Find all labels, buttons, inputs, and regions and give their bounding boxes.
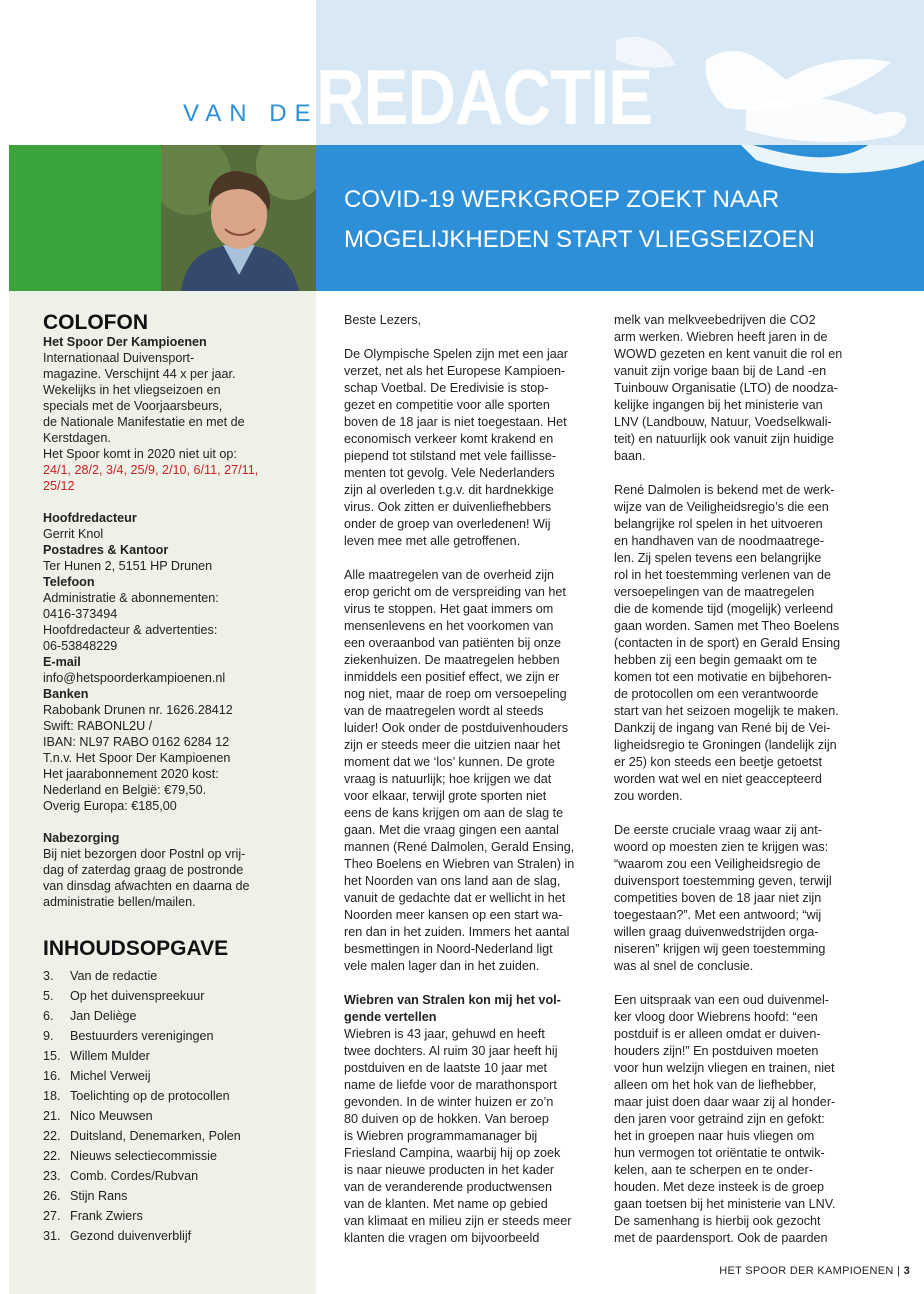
bank-line: Nederland en België: €79,50. [43, 783, 207, 797]
article-headline [344, 180, 904, 260]
tel-admin-label: Administratie & abonnementen: [43, 591, 219, 605]
toc-item[interactable] [43, 1086, 241, 1106]
postadres: Ter Hunen 2, 5151 HP Drunen [43, 559, 213, 573]
toc-item[interactable] [43, 1046, 241, 1066]
article-paragraph: De eerste cruciale vraag waar zij ant- woord op moesten zien te krijgen was: “waarom zou een Veiligheidsregio de duivensport toestemming geven, terwijl competities boven de 18 jaar niet zijn toegestaan?”. Met een antwoord; “wij willen graag duivenwedstrijden orga- niseren” krijgen wij geen toestemming was al snel de conclusie. [614, 823, 832, 973]
toc-title-text: Van de redactie [70, 969, 158, 983]
bank-line: Overig Europa: €185,00 [43, 799, 177, 813]
colofon-desc-line: Internationaal Duivensport- [43, 351, 195, 365]
toc-page: 16. [43, 1069, 61, 1083]
toc-page: 31. [43, 1229, 61, 1243]
toc-title-text: Stijn Rans [70, 1189, 128, 1203]
hoofdredacteur-name: Gerrit Knol [43, 527, 104, 541]
article-column-1 [344, 312, 600, 1264]
toc-item[interactable] [43, 1166, 241, 1186]
toc-title-text: Michel Verweij [70, 1069, 151, 1083]
bank-line: IBAN: NL97 RABO 0162 6284 12 [43, 735, 230, 749]
toc-page: 26. [43, 1189, 61, 1203]
toc-page: 22. [43, 1129, 61, 1143]
toc-title: INHOUDSOPGAVE [43, 937, 229, 960]
article-paragraph: Alle maatregelen van de overheid zijn erop gericht om de verspreiding van het virus te stoppen. Het gaat immers om mensenlevens en het voorkomen van een overaanbod van patiënten bij onze ziekenhuizen. De maatregelen hebben inmiddels een positief effect, we zijn er nog niet, maar de roep om versoepeling van de maatregelen wordt al steeds luider! Ook onder de postduivenhouders zijn er steeds meer die uitzien naar het moment dat we ‘los’ kunnen. De grote vraag is natuurlijk; hoe krijgen we dat voor elkaar, terwijl grote sporten niet eens de kans krijgen om aan de slag te gaan. Met die vraag gingen een aantal mannen (René Dalmolen, Gerald Ensing, Theo Boelens en Wiebren van Stralen) in het Noorden van ons land aan de slag, vanuit de gedachte dat er wellicht in het Noorden meer kansen op een start wa- ren dan in het zuiden. Immers het aantal besmettingen in Noord-Nederland ligt vele malen lager dan in het zuiden. [344, 568, 575, 973]
toc-page: 6. [43, 1009, 54, 1023]
bank-line: Het jaarabonnement 2020 kost: [43, 767, 219, 781]
magazine-name: Het Spoor Der Kampioenen [43, 335, 207, 349]
toc-item[interactable] [43, 1066, 241, 1086]
toc-item[interactable] [43, 1126, 241, 1146]
article-paragraph: De Olympische Spelen zijn met een jaar verzet, net als het Europese Kampioen- schap Voetbal. De Eredivisie is stop- gezet en competitie voor alle sporten boven de 18 jaar is niet toegestaan. Het economisch verkeer komt krakend en piepend tot stilstand met vele faillisse- menten tot gevolg. Vele Nederlanders zijn al overleden t.g.v. dit hardnekkige virus. Ook zitten er duivenliefhebbers onder de groep van overledenen! Wij leven mee met alle getroffenen. [344, 347, 568, 548]
toc-page: 18. [43, 1089, 61, 1103]
banken-label: Banken [43, 687, 89, 701]
portrait-image [161, 145, 316, 291]
telefoon-label: Telefoon [43, 575, 95, 589]
toc-title-text: Nico Meuwsen [70, 1109, 153, 1123]
toc-page: 5. [43, 989, 54, 1003]
toc-page: 3. [43, 969, 54, 983]
green-accent-block [9, 145, 161, 291]
nabezorging-label: Nabezorging [43, 831, 120, 845]
toc-item[interactable] [43, 1186, 241, 1206]
hoofdredacteur-label: Hoofdredacteur [43, 511, 137, 525]
colofon-desc-line: Het Spoor komt in 2020 niet uit op: [43, 447, 237, 461]
article-subheading: Wiebren van Stralen kon mij het vol- gende vertellen [344, 993, 561, 1024]
toc-item[interactable] [43, 1206, 241, 1226]
footer-magazine-name: HET SPOOR DER KAMPIOENEN [719, 1265, 894, 1277]
toc-item[interactable] [43, 986, 241, 1006]
toc-item[interactable] [43, 1146, 241, 1166]
nabezorging-line: Bij niet bezorgen door Postnl op vrij- [43, 847, 246, 861]
article-paragraph: melk van melkveebedrijven die CO2 arm werken. Wiebren heeft jaren in de WOWD gezeten en kent vanuit die rol en vanuit zijn vorige baan bij de Land -en Tuinbouw Organisatie (LTO) de noodza- kelijke ingangen bij het ministerie van LNV (Landbouw, Natuur, Voedselkwali- teit) en natuurlijk ook vanuit zijn huidige baan. [614, 313, 843, 463]
toc-title-text: Nieuws selectiecommissie [70, 1149, 217, 1163]
redactie-title: REDACTIE [316, 53, 652, 141]
tel-hoofd-label: Hoofdredacteur & advertenties: [43, 623, 218, 637]
page-footer [719, 1265, 910, 1277]
toc-title-text: Jan Deliège [70, 1009, 137, 1023]
nabezorging-line: administratie bellen/mailen. [43, 895, 196, 909]
toc-title-text: Frank Zwiers [70, 1209, 143, 1223]
postadres-label: Postadres & Kantoor [43, 543, 169, 557]
toc-item[interactable] [43, 966, 241, 986]
toc-title-text: Comb. Cordes/Rubvan [70, 1169, 199, 1183]
toc-page: 21. [43, 1109, 61, 1123]
bank-line: Rabobank Drunen nr. 1626.28412 [43, 703, 233, 717]
tel-hoofd: 06-53848229 [43, 639, 118, 653]
colofon-title: COLOFON [43, 311, 148, 334]
colofon-desc-line: specials met de Voorjaarsbeurs, [43, 399, 223, 413]
colofon-block [43, 334, 258, 910]
email-label: E-mail [43, 655, 81, 669]
toc-title-text: Bestuurders verenigingen [70, 1029, 214, 1043]
colofon-desc-line: de Nationale Manifestatie en met de [43, 415, 245, 429]
van-de-label: VAN DE [183, 100, 319, 127]
article-paragraph: René Dalmolen is bekend met de werk- wijze van de Veiligheidsregio’s die een belangrijke rol spelen in het uitvoeren en handhaven van de noodmaatrege- len. Zij spelen tevens een belangrijke rol in het toestemming verlenen van de versoepelingen van de maatregelen die de komende tijd (mogelijk) verleend gaan worden. Samen met Theo Boelens (contacten in de sport) en Gerald Ensing hebben zij een begin gemaakt om te komen tot een motivatie en bijbehoren- de protocollen om een verantwoorde start van het seizoen mogelijk te maken. Dankzij de ingang van René bij de Vei- ligheidsregio te Groningen (landelijk zijn er 25) kon steeds een beetje getoetst worden wat wel en niet geaccepteerd zou worden. [614, 483, 841, 803]
toc-title-text: Gezond duivenverblijf [70, 1229, 192, 1243]
table-of-contents [43, 966, 241, 1246]
tel-admin: 0416-373494 [43, 607, 118, 621]
bank-line: Swift: RABONL2U / [43, 719, 153, 733]
colofon-desc-line: magazine. Verschijnt 44 x per jaar. [43, 367, 236, 381]
toc-title-text: Duitsland, Denemarken, Polen [70, 1129, 241, 1143]
toc-item[interactable] [43, 1006, 241, 1026]
toc-title-text: Willem Mulder [70, 1049, 150, 1063]
toc-item[interactable] [43, 1026, 241, 1046]
skip-dates: 25/12 [43, 479, 75, 493]
headline-line-2: MOGELIJKHEDEN START VLIEGSEIZOEN [344, 226, 815, 253]
toc-page: 15. [43, 1049, 61, 1063]
toc-page: 22. [43, 1149, 61, 1163]
toc-title-text: Op het duivenspreekuur [70, 989, 205, 1003]
editor-photo [161, 145, 316, 291]
headline-line-1: COVID-19 WERKGROEP ZOEKT NAAR [344, 186, 780, 213]
skip-dates: 24/1, 28/2, 3/4, 25/9, 2/10, 6/11, 27/11, [43, 463, 259, 477]
footer-separator: | [897, 1265, 901, 1277]
article-column-2 [614, 312, 874, 1264]
nabezorging-line: dag of zaterdag graag de postronde [43, 863, 244, 877]
bank-line: T.n.v. Het Spoor Der Kampioenen [43, 751, 231, 765]
toc-page: 27. [43, 1209, 61, 1223]
article-paragraph: Beste Lezers, [344, 313, 422, 327]
toc-item[interactable] [43, 1106, 241, 1126]
toc-page: 23. [43, 1169, 61, 1183]
article-paragraph: Wiebren is 43 jaar, gehuwd en heeft twee dochters. Al ruim 30 jaar heeft hij postduiven en de laatste 10 jaar met name de liefde voor de marathonsport gevonden. In de winter huizen er zo’n 80 duiven op de hokken. Van beroep is Wiebren programmamanager bij Friesland Campina, waarbij hij op zoek is naar nieuwe producten in het kader van de veranderende productwensen van de klanten. Met name op gebied van klimaat en milieu zijn er steeds meer klanten die vragen om bijvoorbeeld [344, 1027, 572, 1245]
colofon-desc-line: Kerstdagen. [43, 431, 111, 445]
nabezorging-line: van dinsdag afwachten en daarna de [43, 879, 250, 893]
colofon-desc-line: Wekelijks in het vliegseizoen en [43, 383, 221, 397]
email-address[interactable]: info@hetspoorderkampioenen.nl [43, 671, 226, 685]
toc-title-text: Toelichting op de protocollen [70, 1089, 230, 1103]
article-paragraph: Een uitspraak van een oud duivenmel- ker vloog door Wiebrens hoofd: “een postduif is er alleen omdat er duiven- houders zijn!” En postduiven moeten voor hun welzijn vliegen en trainen, niet alleen om het hok van de liefhebber, maar juist doen daar waar zij al honder- den jaren voor getraind zijn en gefokt: het in groepen naar huis vliegen om hun vermogen tot oriëntatie te ontwik- kelen, aan te scherpen en te onder- houden. Met deze insteek is de groep gaan toetsen bij het ministerie van LNV. De samenhang is hierbij ook gezocht met de paardensport. Ook de paarden [614, 993, 836, 1245]
page-number: 3 [903, 1265, 910, 1277]
toc-item[interactable] [43, 1226, 241, 1246]
toc-page: 9. [43, 1029, 54, 1043]
